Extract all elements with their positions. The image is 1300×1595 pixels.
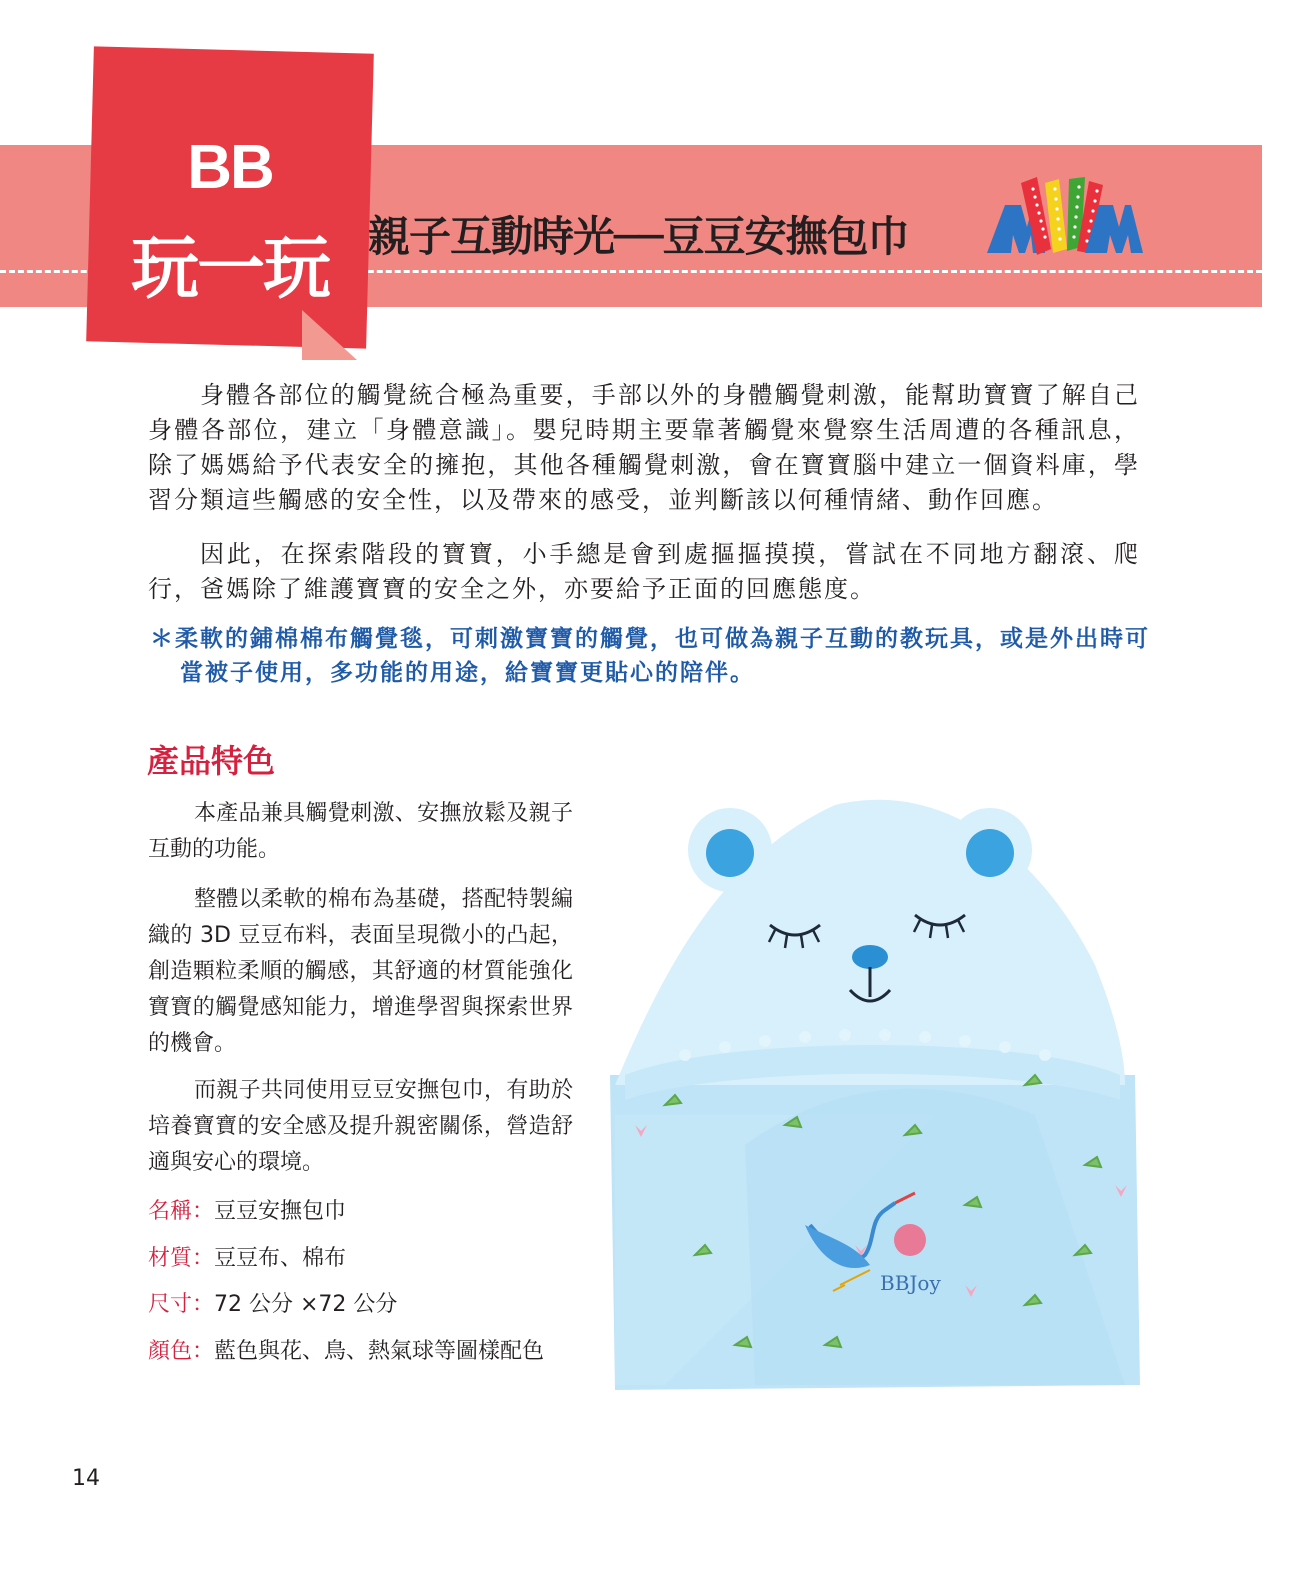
features-paragraph-1: 本產品兼具觸覺刺激、安撫放鬆及親子互動的功能。	[148, 801, 573, 862]
features-paragraph-2: 整體以柔軟的棉布為基礎，搭配特製編織的 3D 豆豆布料，表面呈現微小的凸起，創造顆粒柔順的觸感，其舒適的材質能強化寶寶的觸覺感知能力，增進學習與探索世界的機會。	[148, 887, 573, 1056]
features-heading: 產品特色	[147, 742, 276, 780]
intro-paragraph-1: 身體各部位的觸覺統合極為重要，手部以外的身體觸覺刺激，能幫助寶寶了解自己身體各部位，建立「身體意識」。嬰兒時期主要靠著觸覺來覺察生活周遭的各種訊息，除了媽媽給予代表安全的擁抱，其他各種觸覺刺激，會在寶寶腦中建立一個資料庫，學習分類這些觸感的安全性，以及帶來的感受，並判斷該以何種情緒、動作回應。	[148, 381, 1140, 514]
spec-value: 豆豆布、棉布	[214, 1246, 347, 1271]
section-tag-line2: 玩一玩	[130, 230, 329, 309]
intro-paragraph-2: 因此，在探索階段的寶寶，小手總是會到處摳摳摸摸，嘗試在不同地方翻滾、爬行，爸媽除了維護寶寶的安全之外，亦要給予正面的回應態度。	[148, 540, 1140, 603]
section-tag-line1: BB	[187, 133, 273, 202]
spec-key: 名稱：	[148, 1199, 215, 1224]
spec-size	[148, 1290, 397, 1320]
mwm-logo-icon	[985, 175, 1145, 261]
product-blanket-image	[605, 785, 1150, 1395]
product-note: ＊柔軟的鋪棉棉布觸覺毯，可刺激寶寶的觸覺，也可做為親子互動的教玩具，或是外出時可當被子使用，多功能的用途，給寶寶更貼心的陪伴。	[150, 626, 1150, 686]
page-title: 親子互動時光──豆豆安撫包巾	[368, 212, 909, 261]
spec-name	[148, 1197, 346, 1227]
product-brand-text: BBJoy	[880, 1271, 941, 1295]
spec-key: 尺寸：	[148, 1292, 215, 1317]
spec-value: 72 公分 ×72 公分	[214, 1292, 398, 1317]
spec-color	[148, 1337, 544, 1367]
spec-key: 顏色：	[148, 1339, 215, 1364]
spec-material	[148, 1244, 346, 1274]
section-tag-fold	[302, 310, 357, 360]
spec-value: 藍色與花、鳥、熱氣球等圖樣配色	[214, 1339, 545, 1364]
page-number: 14	[72, 1466, 100, 1491]
features-paragraph-3: 而親子共同使用豆豆安撫包巾，有助於培養寶寶的安全感及提升親密關係，營造舒適與安心的環境。	[148, 1078, 573, 1175]
spec-key: 材質：	[148, 1246, 215, 1271]
spec-value: 豆豆安撫包巾	[214, 1199, 347, 1224]
